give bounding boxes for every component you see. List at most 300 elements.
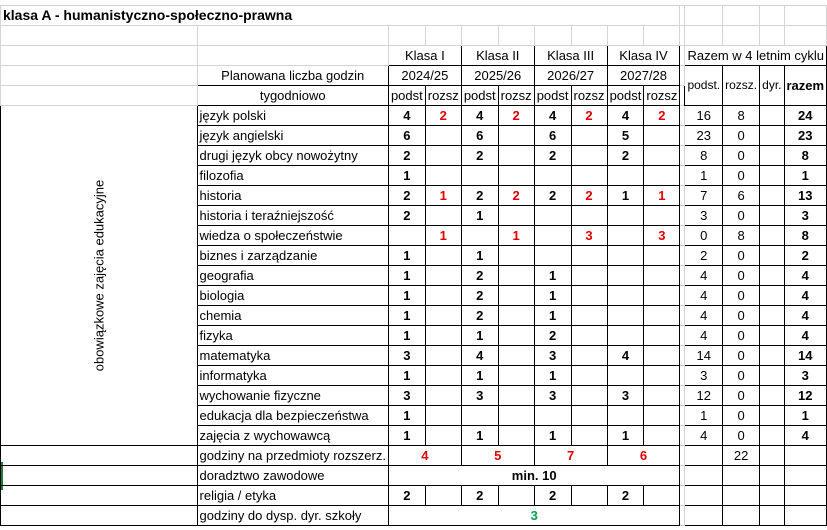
extended-hours[interactable] bbox=[425, 206, 461, 226]
sum-extended[interactable]: 0 bbox=[723, 146, 760, 166]
sum-basic[interactable]: 1 bbox=[685, 166, 723, 186]
basic-hours[interactable]: 2 bbox=[461, 146, 498, 166]
extended-hours[interactable] bbox=[498, 366, 534, 386]
extended-hours[interactable] bbox=[571, 206, 607, 226]
basic-hours[interactable]: 1 bbox=[534, 426, 571, 446]
extended-hours[interactable]: 2 bbox=[498, 106, 534, 126]
sum-director[interactable] bbox=[760, 366, 784, 386]
empty-cell[interactable] bbox=[1, 46, 198, 66]
podst-header[interactable]: podst bbox=[388, 86, 425, 106]
basic-hours[interactable]: 1 bbox=[388, 266, 425, 286]
class-4-year[interactable]: 2027/28 bbox=[607, 66, 680, 86]
basic-hours[interactable] bbox=[534, 206, 571, 226]
basic-hours[interactable]: 3 bbox=[534, 386, 571, 406]
basic-hours[interactable]: 2 bbox=[461, 186, 498, 206]
empty-cell[interactable] bbox=[425, 486, 461, 506]
basic-hours[interactable]: 6 bbox=[461, 126, 498, 146]
sum-total[interactable]: 2 bbox=[784, 246, 827, 266]
sum-extended[interactable]: 0 bbox=[723, 266, 760, 286]
empty-cell[interactable] bbox=[425, 26, 461, 46]
subject-name[interactable]: biznes i zarządzanie bbox=[197, 246, 388, 266]
extended-hours[interactable] bbox=[425, 146, 461, 166]
extended-hours[interactable] bbox=[498, 266, 534, 286]
sum-dyr-header[interactable]: dyr. bbox=[760, 66, 784, 106]
rozsz-header[interactable]: rozsz bbox=[644, 86, 680, 106]
empty-cell[interactable] bbox=[784, 466, 827, 486]
class-2-name[interactable]: Klasa II bbox=[461, 46, 534, 66]
subject-name[interactable]: język polski bbox=[197, 106, 388, 126]
sum-director[interactable] bbox=[760, 326, 784, 346]
empty-cell[interactable] bbox=[644, 486, 680, 506]
sum-total[interactable]: 8 bbox=[784, 226, 827, 246]
extended-hours[interactable]: 1 bbox=[498, 226, 534, 246]
side-label[interactable] bbox=[1, 106, 198, 446]
sum-basic[interactable]: 4 bbox=[685, 266, 723, 286]
basic-hours[interactable]: 1 bbox=[388, 306, 425, 326]
extended-hours[interactable] bbox=[498, 126, 534, 146]
basic-hours[interactable]: 1 bbox=[534, 366, 571, 386]
basic-hours[interactable] bbox=[607, 286, 644, 306]
basic-hours[interactable]: 1 bbox=[461, 326, 498, 346]
sum-director[interactable] bbox=[760, 406, 784, 426]
sum-extended[interactable]: 0 bbox=[723, 286, 760, 306]
extended-hours[interactable] bbox=[644, 386, 680, 406]
basic-hours[interactable]: 2 bbox=[461, 306, 498, 326]
extended-hours[interactable] bbox=[425, 166, 461, 186]
extended-hours[interactable] bbox=[571, 366, 607, 386]
sum-director[interactable] bbox=[760, 186, 784, 206]
extended-hours[interactable] bbox=[571, 286, 607, 306]
sum-basic[interactable]: 8 bbox=[685, 146, 723, 166]
sum-basic[interactable]: 16 bbox=[685, 106, 723, 126]
sum-total[interactable]: 4 bbox=[784, 286, 827, 306]
extended-hours[interactable] bbox=[571, 126, 607, 146]
sum-director[interactable] bbox=[760, 266, 784, 286]
basic-hours[interactable]: 3 bbox=[534, 346, 571, 366]
sum-total[interactable]: 4 bbox=[784, 326, 827, 346]
basic-hours[interactable] bbox=[534, 246, 571, 266]
basic-hours[interactable]: 4 bbox=[461, 106, 498, 126]
religion-class-1[interactable]: 2 bbox=[388, 486, 425, 506]
extended-hours[interactable] bbox=[644, 166, 680, 186]
empty-cell[interactable] bbox=[498, 486, 534, 506]
extended-hours[interactable] bbox=[425, 386, 461, 406]
extended-hours[interactable] bbox=[571, 306, 607, 326]
basic-hours[interactable]: 3 bbox=[461, 386, 498, 406]
extended-hours[interactable]: 1 bbox=[425, 186, 461, 206]
sum-director[interactable] bbox=[760, 246, 784, 266]
planned-label-line1[interactable]: Planowana liczba godzin bbox=[197, 66, 388, 86]
extended-hours[interactable] bbox=[571, 166, 607, 186]
sum-extended[interactable]: 0 bbox=[723, 306, 760, 326]
sum-total[interactable]: 4 bbox=[784, 426, 827, 446]
director-row-label[interactable]: godziny do dysp. dyr. szkoły bbox=[197, 506, 388, 526]
basic-hours[interactable] bbox=[607, 246, 644, 266]
empty-cell[interactable] bbox=[607, 26, 644, 46]
basic-hours[interactable] bbox=[607, 406, 644, 426]
empty-cell[interactable] bbox=[571, 486, 607, 506]
basic-hours[interactable]: 1 bbox=[534, 306, 571, 326]
empty-cell[interactable] bbox=[760, 6, 784, 26]
extended-hours[interactable] bbox=[644, 286, 680, 306]
subject-name[interactable]: geografia bbox=[197, 266, 388, 286]
sum-basic[interactable]: 4 bbox=[685, 286, 723, 306]
career-value[interactable]: min. 10 bbox=[388, 466, 680, 486]
basic-hours[interactable]: 2 bbox=[461, 266, 498, 286]
sum-director[interactable] bbox=[760, 346, 784, 366]
basic-hours[interactable]: 1 bbox=[461, 426, 498, 446]
sum-director[interactable] bbox=[760, 166, 784, 186]
sum-basic[interactable]: 7 bbox=[685, 186, 723, 206]
empty-cell[interactable] bbox=[1, 506, 198, 526]
empty-cell[interactable] bbox=[784, 506, 827, 526]
subject-name[interactable]: wychowanie fizyczne bbox=[197, 386, 388, 406]
empty-cell[interactable] bbox=[197, 26, 388, 46]
empty-cell[interactable] bbox=[784, 6, 827, 26]
empty-cell[interactable] bbox=[1, 486, 198, 506]
basic-hours[interactable] bbox=[607, 226, 644, 246]
basic-hours[interactable]: 3 bbox=[388, 386, 425, 406]
extended-hours[interactable] bbox=[425, 426, 461, 446]
sum-rozsz-header[interactable]: rozsz. bbox=[723, 66, 760, 106]
sum-extended[interactable]: 0 bbox=[723, 206, 760, 226]
basic-hours[interactable]: 2 bbox=[534, 186, 571, 206]
basic-hours[interactable] bbox=[607, 266, 644, 286]
basic-hours[interactable]: 6 bbox=[534, 126, 571, 146]
subject-name[interactable]: wiedza o społeczeństwie bbox=[197, 226, 388, 246]
extended-hours[interactable] bbox=[498, 386, 534, 406]
sum-extended[interactable]: 0 bbox=[723, 406, 760, 426]
sum-director[interactable] bbox=[760, 206, 784, 226]
empty-cell[interactable] bbox=[723, 466, 760, 486]
extended-hours[interactable] bbox=[498, 246, 534, 266]
subject-name[interactable]: historia bbox=[197, 186, 388, 206]
sum-total[interactable]: 1 bbox=[784, 166, 827, 186]
extended-hours[interactable] bbox=[425, 266, 461, 286]
sum-extended[interactable]: 0 bbox=[723, 386, 760, 406]
basic-hours[interactable]: 2 bbox=[534, 146, 571, 166]
extended-hours[interactable]: 3 bbox=[644, 226, 680, 246]
empty-cell[interactable] bbox=[1, 86, 198, 106]
sum-basic[interactable]: 1 bbox=[685, 406, 723, 426]
extended-hours[interactable]: 3 bbox=[571, 226, 607, 246]
sum-director[interactable] bbox=[760, 386, 784, 406]
basic-hours[interactable]: 1 bbox=[388, 406, 425, 426]
basic-hours[interactable]: 1 bbox=[461, 206, 498, 226]
basic-hours[interactable] bbox=[461, 406, 498, 426]
empty-cell[interactable] bbox=[498, 26, 534, 46]
extended-class-1[interactable]: 4 bbox=[388, 446, 461, 466]
basic-hours[interactable]: 3 bbox=[388, 346, 425, 366]
extended-hours[interactable]: 2 bbox=[425, 106, 461, 126]
basic-hours[interactable] bbox=[534, 406, 571, 426]
empty-cell[interactable] bbox=[685, 466, 723, 486]
extended-hours[interactable] bbox=[644, 346, 680, 366]
rozsz-header[interactable]: rozsz bbox=[571, 86, 607, 106]
sum-total[interactable]: 14 bbox=[784, 346, 827, 366]
sum-extended[interactable]: 8 bbox=[723, 106, 760, 126]
basic-hours[interactable] bbox=[461, 166, 498, 186]
empty-cell[interactable] bbox=[723, 486, 760, 506]
class-1-year[interactable]: 2024/25 bbox=[388, 66, 461, 86]
extended-hours[interactable] bbox=[644, 406, 680, 426]
sum-total[interactable]: 4 bbox=[784, 266, 827, 286]
basic-hours[interactable]: 1 bbox=[388, 426, 425, 446]
extended-hours[interactable] bbox=[498, 326, 534, 346]
empty-cell[interactable] bbox=[760, 486, 784, 506]
class-2-year[interactable]: 2025/26 bbox=[461, 66, 534, 86]
empty-cell[interactable] bbox=[644, 26, 680, 46]
basic-hours[interactable]: 1 bbox=[607, 426, 644, 446]
class-4-name[interactable]: Klasa IV bbox=[607, 46, 680, 66]
extended-hours[interactable] bbox=[498, 306, 534, 326]
extended-hours[interactable] bbox=[425, 306, 461, 326]
sum-basic[interactable]: 0 bbox=[685, 226, 723, 246]
empty-cell[interactable] bbox=[1, 66, 198, 86]
extended-hours[interactable] bbox=[644, 206, 680, 226]
subject-name[interactable]: fizyka bbox=[197, 326, 388, 346]
basic-hours[interactable]: 1 bbox=[607, 186, 644, 206]
empty-cell[interactable] bbox=[784, 486, 827, 506]
subject-name[interactable]: drugi język obcy nowożytny bbox=[197, 146, 388, 166]
extended-class-3[interactable]: 7 bbox=[534, 446, 607, 466]
basic-hours[interactable]: 1 bbox=[534, 266, 571, 286]
class-3-year[interactable]: 2026/27 bbox=[534, 66, 607, 86]
sum-extended[interactable]: 6 bbox=[723, 186, 760, 206]
extended-hours[interactable] bbox=[571, 346, 607, 366]
empty-cell[interactable] bbox=[1, 446, 198, 466]
extended-hours[interactable] bbox=[498, 286, 534, 306]
basic-hours[interactable]: 1 bbox=[461, 246, 498, 266]
basic-hours[interactable]: 4 bbox=[607, 346, 644, 366]
sum-extended[interactable]: 0 bbox=[723, 166, 760, 186]
extended-hours[interactable] bbox=[571, 246, 607, 266]
extended-hours[interactable] bbox=[498, 166, 534, 186]
rozsz-header[interactable]: rozsz bbox=[425, 86, 461, 106]
empty-cell[interactable] bbox=[685, 6, 723, 26]
sum-razem-header[interactable]: razem bbox=[784, 66, 827, 106]
extended-hours[interactable]: 1 bbox=[644, 186, 680, 206]
page-title[interactable]: klasa A - humanistyczno-społeczno-prawna bbox=[1, 6, 680, 26]
empty-cell[interactable] bbox=[1, 26, 198, 46]
extended-row-label[interactable]: godziny na przedmioty rozszerz. bbox=[197, 446, 388, 466]
extended-hours[interactable] bbox=[571, 266, 607, 286]
empty-cell[interactable] bbox=[685, 446, 723, 466]
sum-basic[interactable]: 3 bbox=[685, 366, 723, 386]
sum-extended[interactable]: 0 bbox=[723, 366, 760, 386]
sum-total[interactable]: 13 bbox=[784, 186, 827, 206]
empty-cell[interactable] bbox=[760, 466, 784, 486]
extended-hours[interactable] bbox=[644, 126, 680, 146]
sum-total[interactable]: 24 bbox=[784, 106, 827, 126]
sum-director[interactable] bbox=[760, 226, 784, 246]
empty-cell[interactable] bbox=[723, 26, 760, 46]
empty-cell[interactable] bbox=[685, 486, 723, 506]
sum-total[interactable]: 3 bbox=[784, 206, 827, 226]
podst-header[interactable]: podst bbox=[461, 86, 498, 106]
sum-basic[interactable]: 2 bbox=[685, 246, 723, 266]
extended-hours[interactable] bbox=[644, 306, 680, 326]
extended-hours[interactable]: 2 bbox=[571, 186, 607, 206]
extended-hours[interactable] bbox=[498, 346, 534, 366]
sum-basic[interactable]: 3 bbox=[685, 206, 723, 226]
extended-hours[interactable] bbox=[425, 406, 461, 426]
sum-total[interactable]: 12 bbox=[784, 386, 827, 406]
extended-hours[interactable] bbox=[425, 346, 461, 366]
religion-class-3[interactable]: 2 bbox=[534, 486, 571, 506]
empty-cell[interactable] bbox=[784, 26, 827, 46]
sum-basic[interactable]: 4 bbox=[685, 306, 723, 326]
extended-hours[interactable]: 2 bbox=[571, 106, 607, 126]
extended-hours[interactable] bbox=[425, 366, 461, 386]
empty-cell[interactable] bbox=[760, 446, 784, 466]
sum-director[interactable] bbox=[760, 426, 784, 446]
empty-cell[interactable] bbox=[723, 6, 760, 26]
extended-hours[interactable] bbox=[425, 286, 461, 306]
subject-name[interactable]: historia i teraźniejszość bbox=[197, 206, 388, 226]
basic-hours[interactable]: 5 bbox=[607, 126, 644, 146]
basic-hours[interactable] bbox=[607, 306, 644, 326]
rozsz-header[interactable]: rozsz bbox=[498, 86, 534, 106]
basic-hours[interactable]: 2 bbox=[461, 286, 498, 306]
empty-cell[interactable] bbox=[461, 26, 498, 46]
basic-hours[interactable]: 1 bbox=[388, 246, 425, 266]
sum-extended[interactable]: 0 bbox=[723, 326, 760, 346]
basic-hours[interactable] bbox=[388, 226, 425, 246]
religion-class-4[interactable]: 2 bbox=[607, 486, 644, 506]
basic-hours[interactable]: 1 bbox=[388, 366, 425, 386]
empty-cell[interactable] bbox=[685, 506, 723, 526]
extended-hours[interactable] bbox=[498, 426, 534, 446]
empty-cell[interactable] bbox=[760, 26, 784, 46]
extended-hours[interactable] bbox=[644, 366, 680, 386]
empty-cell[interactable] bbox=[680, 86, 685, 106]
sum-extended[interactable]: 0 bbox=[723, 246, 760, 266]
subject-name[interactable]: język angielski bbox=[197, 126, 388, 146]
extended-hours[interactable] bbox=[498, 406, 534, 426]
basic-hours[interactable] bbox=[607, 206, 644, 226]
extended-hours[interactable] bbox=[425, 326, 461, 346]
sum-total[interactable]: 4 bbox=[784, 306, 827, 326]
sum-basic[interactable]: 4 bbox=[685, 326, 723, 346]
religion-row-label[interactable]: religia / etyka bbox=[197, 486, 388, 506]
religion-class-2[interactable]: 2 bbox=[461, 486, 498, 506]
subject-name[interactable]: edukacja dla bezpieczeństwa bbox=[197, 406, 388, 426]
empty-cell[interactable] bbox=[723, 506, 760, 526]
basic-hours[interactable]: 1 bbox=[388, 166, 425, 186]
sum-director[interactable] bbox=[760, 126, 784, 146]
empty-cell[interactable] bbox=[784, 446, 827, 466]
sum-director[interactable] bbox=[760, 106, 784, 126]
sum-basic[interactable]: 23 bbox=[685, 126, 723, 146]
class-3-name[interactable]: Klasa III bbox=[534, 46, 607, 66]
director-value[interactable]: 3 bbox=[388, 506, 680, 526]
basic-hours[interactable]: 4 bbox=[607, 106, 644, 126]
basic-hours[interactable] bbox=[607, 166, 644, 186]
basic-hours[interactable]: 1 bbox=[534, 286, 571, 306]
class-1-name[interactable]: Klasa I bbox=[388, 46, 461, 66]
basic-hours[interactable]: 2 bbox=[388, 146, 425, 166]
empty-cell[interactable] bbox=[197, 46, 388, 66]
basic-hours[interactable] bbox=[607, 326, 644, 346]
subject-name[interactable]: filozofia bbox=[197, 166, 388, 186]
extended-hours[interactable]: 2 bbox=[644, 106, 680, 126]
basic-hours[interactable] bbox=[534, 166, 571, 186]
basic-hours[interactable] bbox=[534, 226, 571, 246]
extended-hours[interactable]: 1 bbox=[425, 226, 461, 246]
basic-hours[interactable]: 4 bbox=[534, 106, 571, 126]
extended-hours[interactable]: 2 bbox=[498, 186, 534, 206]
extended-hours[interactable] bbox=[571, 406, 607, 426]
extended-hours[interactable] bbox=[498, 146, 534, 166]
basic-hours[interactable]: 1 bbox=[388, 326, 425, 346]
sum-extended[interactable]: 8 bbox=[723, 226, 760, 246]
extended-hours[interactable] bbox=[425, 126, 461, 146]
extended-hours[interactable] bbox=[644, 326, 680, 346]
empty-cell[interactable] bbox=[388, 26, 425, 46]
basic-hours[interactable]: 4 bbox=[388, 106, 425, 126]
basic-hours[interactable]: 2 bbox=[534, 326, 571, 346]
podst-header[interactable]: podst bbox=[534, 86, 571, 106]
sum-total[interactable]: 8 bbox=[784, 146, 827, 166]
sum-director[interactable] bbox=[760, 306, 784, 326]
extended-sum[interactable]: 22 bbox=[723, 446, 760, 466]
basic-hours[interactable] bbox=[461, 226, 498, 246]
sum-extended[interactable]: 0 bbox=[723, 426, 760, 446]
career-row-label[interactable]: doradztwo zawodowe bbox=[197, 466, 388, 486]
podst-header[interactable]: podst bbox=[607, 86, 644, 106]
summary-title[interactable]: Razem w 4 letnim cyklu bbox=[685, 46, 827, 66]
planned-label-line2[interactable]: tygodniowo bbox=[197, 86, 388, 106]
extended-hours[interactable] bbox=[498, 206, 534, 226]
basic-hours[interactable]: 2 bbox=[388, 186, 425, 206]
extended-hours[interactable] bbox=[644, 266, 680, 286]
basic-hours[interactable]: 4 bbox=[461, 346, 498, 366]
empty-cell[interactable] bbox=[571, 26, 607, 46]
sum-total[interactable]: 3 bbox=[784, 366, 827, 386]
subject-name[interactable]: zajęcia z wychowawcą bbox=[197, 426, 388, 446]
extended-hours[interactable] bbox=[571, 326, 607, 346]
sum-extended[interactable]: 0 bbox=[723, 126, 760, 146]
sum-total[interactable]: 1 bbox=[784, 406, 827, 426]
basic-hours[interactable] bbox=[607, 366, 644, 386]
extended-hours[interactable] bbox=[571, 146, 607, 166]
sum-total[interactable]: 23 bbox=[784, 126, 827, 146]
basic-hours[interactable]: 1 bbox=[388, 286, 425, 306]
basic-hours[interactable]: 6 bbox=[388, 126, 425, 146]
basic-hours[interactable]: 1 bbox=[461, 366, 498, 386]
subject-name[interactable]: informatyka bbox=[197, 366, 388, 386]
sum-basic[interactable]: 12 bbox=[685, 386, 723, 406]
basic-hours[interactable]: 2 bbox=[607, 146, 644, 166]
extended-hours[interactable] bbox=[644, 146, 680, 166]
sum-podst-header[interactable]: podst. bbox=[685, 66, 723, 106]
extended-hours[interactable] bbox=[425, 246, 461, 266]
sum-extended[interactable]: 0 bbox=[723, 346, 760, 366]
empty-cell[interactable] bbox=[760, 506, 784, 526]
basic-hours[interactable]: 2 bbox=[388, 206, 425, 226]
basic-hours[interactable]: 3 bbox=[607, 386, 644, 406]
sum-basic[interactable]: 4 bbox=[685, 426, 723, 446]
empty-cell[interactable] bbox=[1, 466, 198, 486]
empty-cell[interactable] bbox=[685, 26, 723, 46]
extended-class-4[interactable]: 6 bbox=[607, 446, 680, 466]
subject-name[interactable]: chemia bbox=[197, 306, 388, 326]
sum-director[interactable] bbox=[760, 146, 784, 166]
sum-director[interactable] bbox=[760, 286, 784, 306]
subject-name[interactable]: matematyka bbox=[197, 346, 388, 366]
extended-hours[interactable] bbox=[644, 426, 680, 446]
